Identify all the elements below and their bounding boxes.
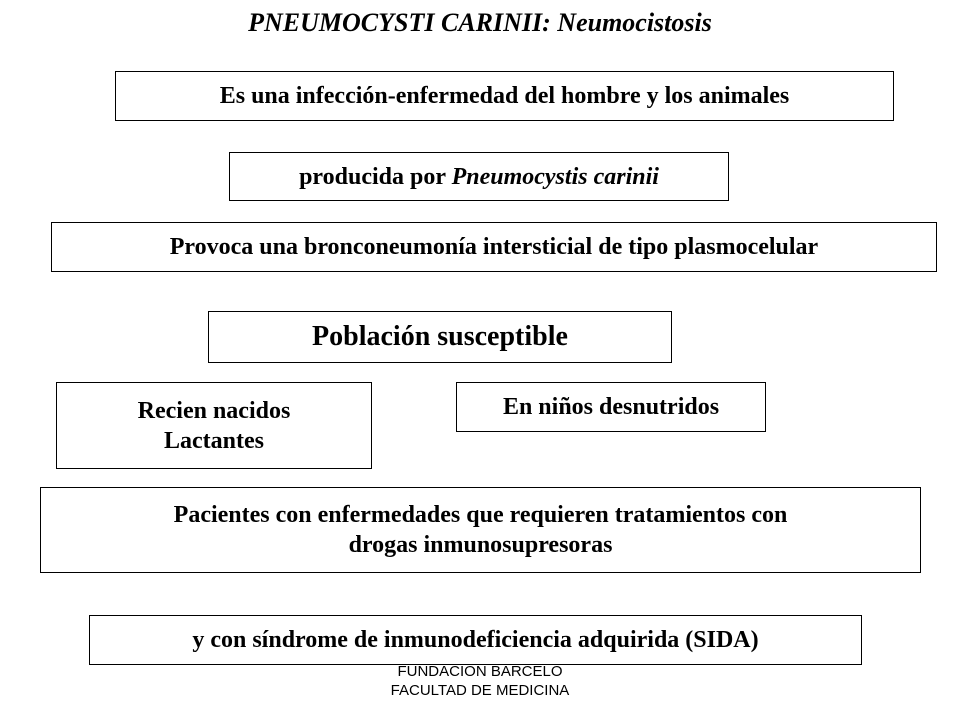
pacientes-text xyxy=(174,500,788,560)
recien-line2: Lactantes xyxy=(164,427,264,454)
producida-box xyxy=(229,152,729,201)
footer xyxy=(0,662,960,700)
pacientes-line2: drogas inmunosupresoras xyxy=(348,532,613,558)
slide-title xyxy=(0,8,960,38)
pacientes-line1: Pacientes con enfermedades que requieren tratamientos con xyxy=(173,502,788,528)
recien-line1: Recien nacidos xyxy=(137,397,291,424)
recien-box xyxy=(56,382,372,469)
title-part1: PNEUMOCYSTI CARINII: xyxy=(248,8,551,37)
provoca-text: Provoca una bronconeumonía intersticial de tipo plasmocelular xyxy=(169,234,819,260)
infeccion-box xyxy=(115,71,894,121)
footer-line2: FACULTAD DE MEDICINA xyxy=(390,682,570,699)
title-part2: Neumocistosis xyxy=(550,8,712,37)
sida-text: y con síndrome de inmunodeficiencia adquirida (SIDA) xyxy=(192,627,759,653)
poblacion-box xyxy=(208,311,672,363)
producida-prefix: producida por xyxy=(299,163,452,190)
infeccion-text: Es una infección-enfermedad del hombre y los animales xyxy=(219,83,790,109)
provoca-box xyxy=(51,222,937,272)
producida-organism: Pneumocystis carinii xyxy=(451,163,659,190)
sida-box xyxy=(89,615,862,665)
ninos-text: En niños desnutridos xyxy=(502,394,720,420)
pacientes-box xyxy=(40,487,921,573)
footer-line1: FUNDACION BARCELO xyxy=(397,663,563,680)
recien-text xyxy=(138,396,291,456)
producida-text xyxy=(299,162,659,192)
poblacion-text: Población susceptible xyxy=(312,321,568,352)
ninos-box xyxy=(456,382,766,432)
